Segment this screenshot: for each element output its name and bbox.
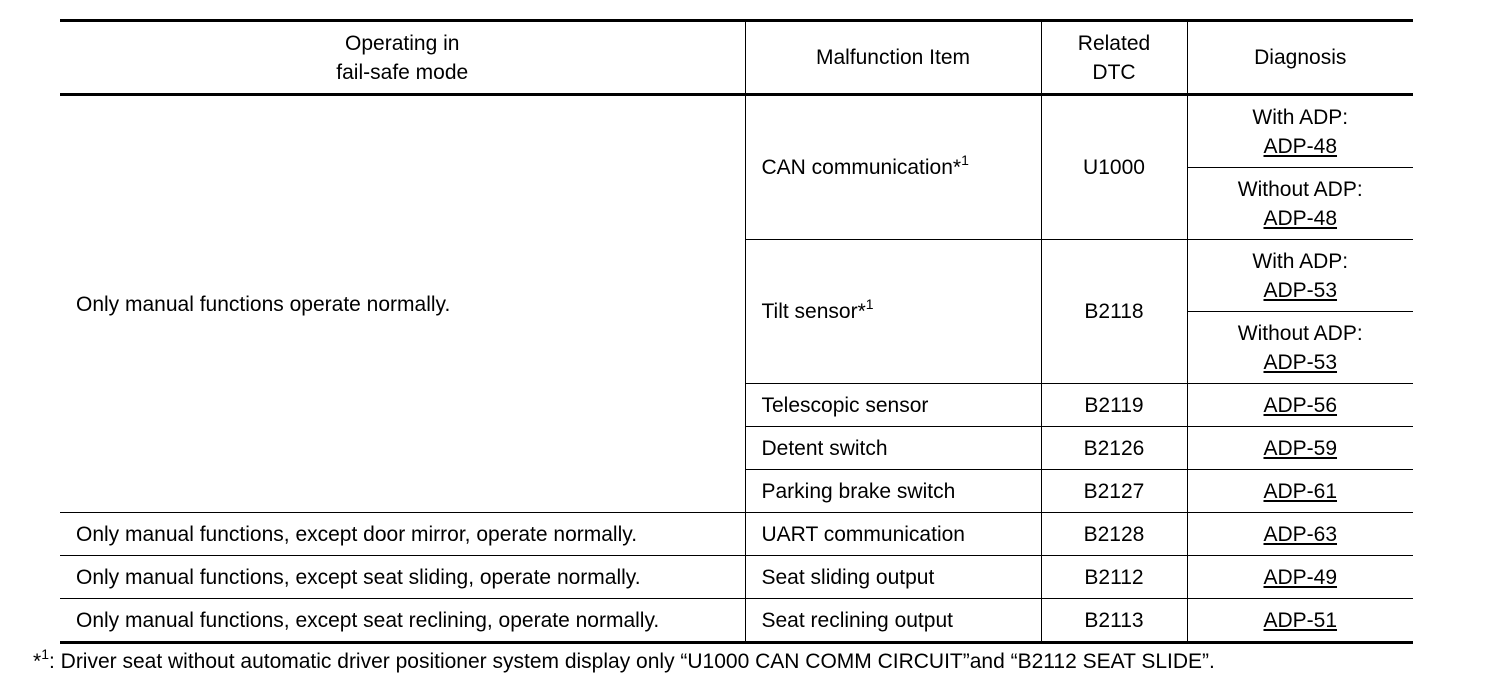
diagnosis-cell (1187, 427, 1413, 470)
diagnosis-cell (1187, 556, 1413, 599)
header-diagnosis: Diagnosis (1187, 21, 1413, 95)
diagnosis-link[interactable]: ADP-49 (1263, 565, 1338, 589)
operation-cell: Only manual functions operate normally. (60, 95, 745, 513)
malfunction-item-cell: Telescopic sensor (745, 384, 1041, 427)
table-row (60, 513, 1413, 556)
dtc-cell: B2112 (1041, 556, 1187, 599)
malfunction-item-cell: CAN communication*$^1$ (745, 95, 1041, 240)
dtc-cell: U1000 (1041, 95, 1187, 240)
header-operating-mode: Operating in fail-safe mode (60, 21, 745, 95)
malfunction-item-cell: Seat sliding output (745, 556, 1041, 599)
diagnosis-cell: With ADP: ADP-53 (1187, 240, 1413, 312)
diagnosis-cell: Without ADP: ADP-48 (1187, 168, 1413, 240)
dtc-cell: B2119 (1041, 384, 1187, 427)
dtc-cell: B2127 (1041, 470, 1187, 513)
diagnosis-cell (1187, 384, 1413, 427)
diagnosis-link[interactable]: ADP-51 (1263, 608, 1338, 632)
diagnosis-link[interactable]: ADP-48 (1263, 134, 1338, 158)
diagnosis-link[interactable]: ADP-53 (1263, 350, 1338, 374)
table-header-row (60, 21, 1413, 95)
dtc-cell: B2113 (1041, 599, 1187, 643)
diagnosis-link[interactable]: ADP-53 (1263, 278, 1338, 302)
operation-cell: Only manual functions, except seat reclining, operate normally. (60, 599, 745, 643)
dtc-cell: B2128 (1041, 513, 1187, 556)
diagnosis-cell (1187, 470, 1413, 513)
diagnosis-cell: Without ADP: ADP-53 (1187, 312, 1413, 384)
diagnosis-cell (1187, 513, 1413, 556)
diagnosis-cell (1187, 599, 1413, 643)
table-row (60, 95, 1413, 168)
header-malfunction-item: Malfunction Item (745, 21, 1041, 95)
table-row (60, 556, 1413, 599)
diagnosis-link[interactable]: ADP-61 (1263, 479, 1338, 503)
diagnosis-link[interactable]: ADP-59 (1263, 436, 1338, 460)
diagnosis-link[interactable]: ADP-56 (1263, 393, 1338, 417)
malfunction-item-cell: Parking brake switch (745, 470, 1041, 513)
diagnosis-link[interactable]: ADP-48 (1263, 206, 1338, 230)
malfunction-item-cell: Seat reclining output (745, 599, 1041, 643)
operation-cell: Only manual functions, except door mirror, operate normally. (60, 513, 745, 556)
dtc-cell: B2118 (1041, 240, 1187, 384)
malfunction-item-cell: Tilt sensor*$^1$ (745, 240, 1041, 384)
operation-cell: Only manual functions, except seat sliding, operate normally. (60, 556, 745, 599)
malfunction-item-cell: Detent switch (745, 427, 1041, 470)
malfunction-item-cell: UART communication (745, 513, 1041, 556)
table-row (60, 599, 1413, 643)
diagnosis-cell: With ADP: ADP-48 (1187, 95, 1413, 168)
fail-safe-table (60, 19, 1413, 644)
dtc-cell: B2126 (1041, 427, 1187, 470)
header-related-dtc: Related DTC (1041, 21, 1187, 95)
diagnosis-link[interactable]: ADP-63 (1263, 522, 1338, 546)
footnote: *$^1$: Driver seat without automatic driver positioner system display only “U1000 CAN COMM CIRCUIT”and “B2112 SEAT SLIDE”. (33, 646, 1215, 673)
